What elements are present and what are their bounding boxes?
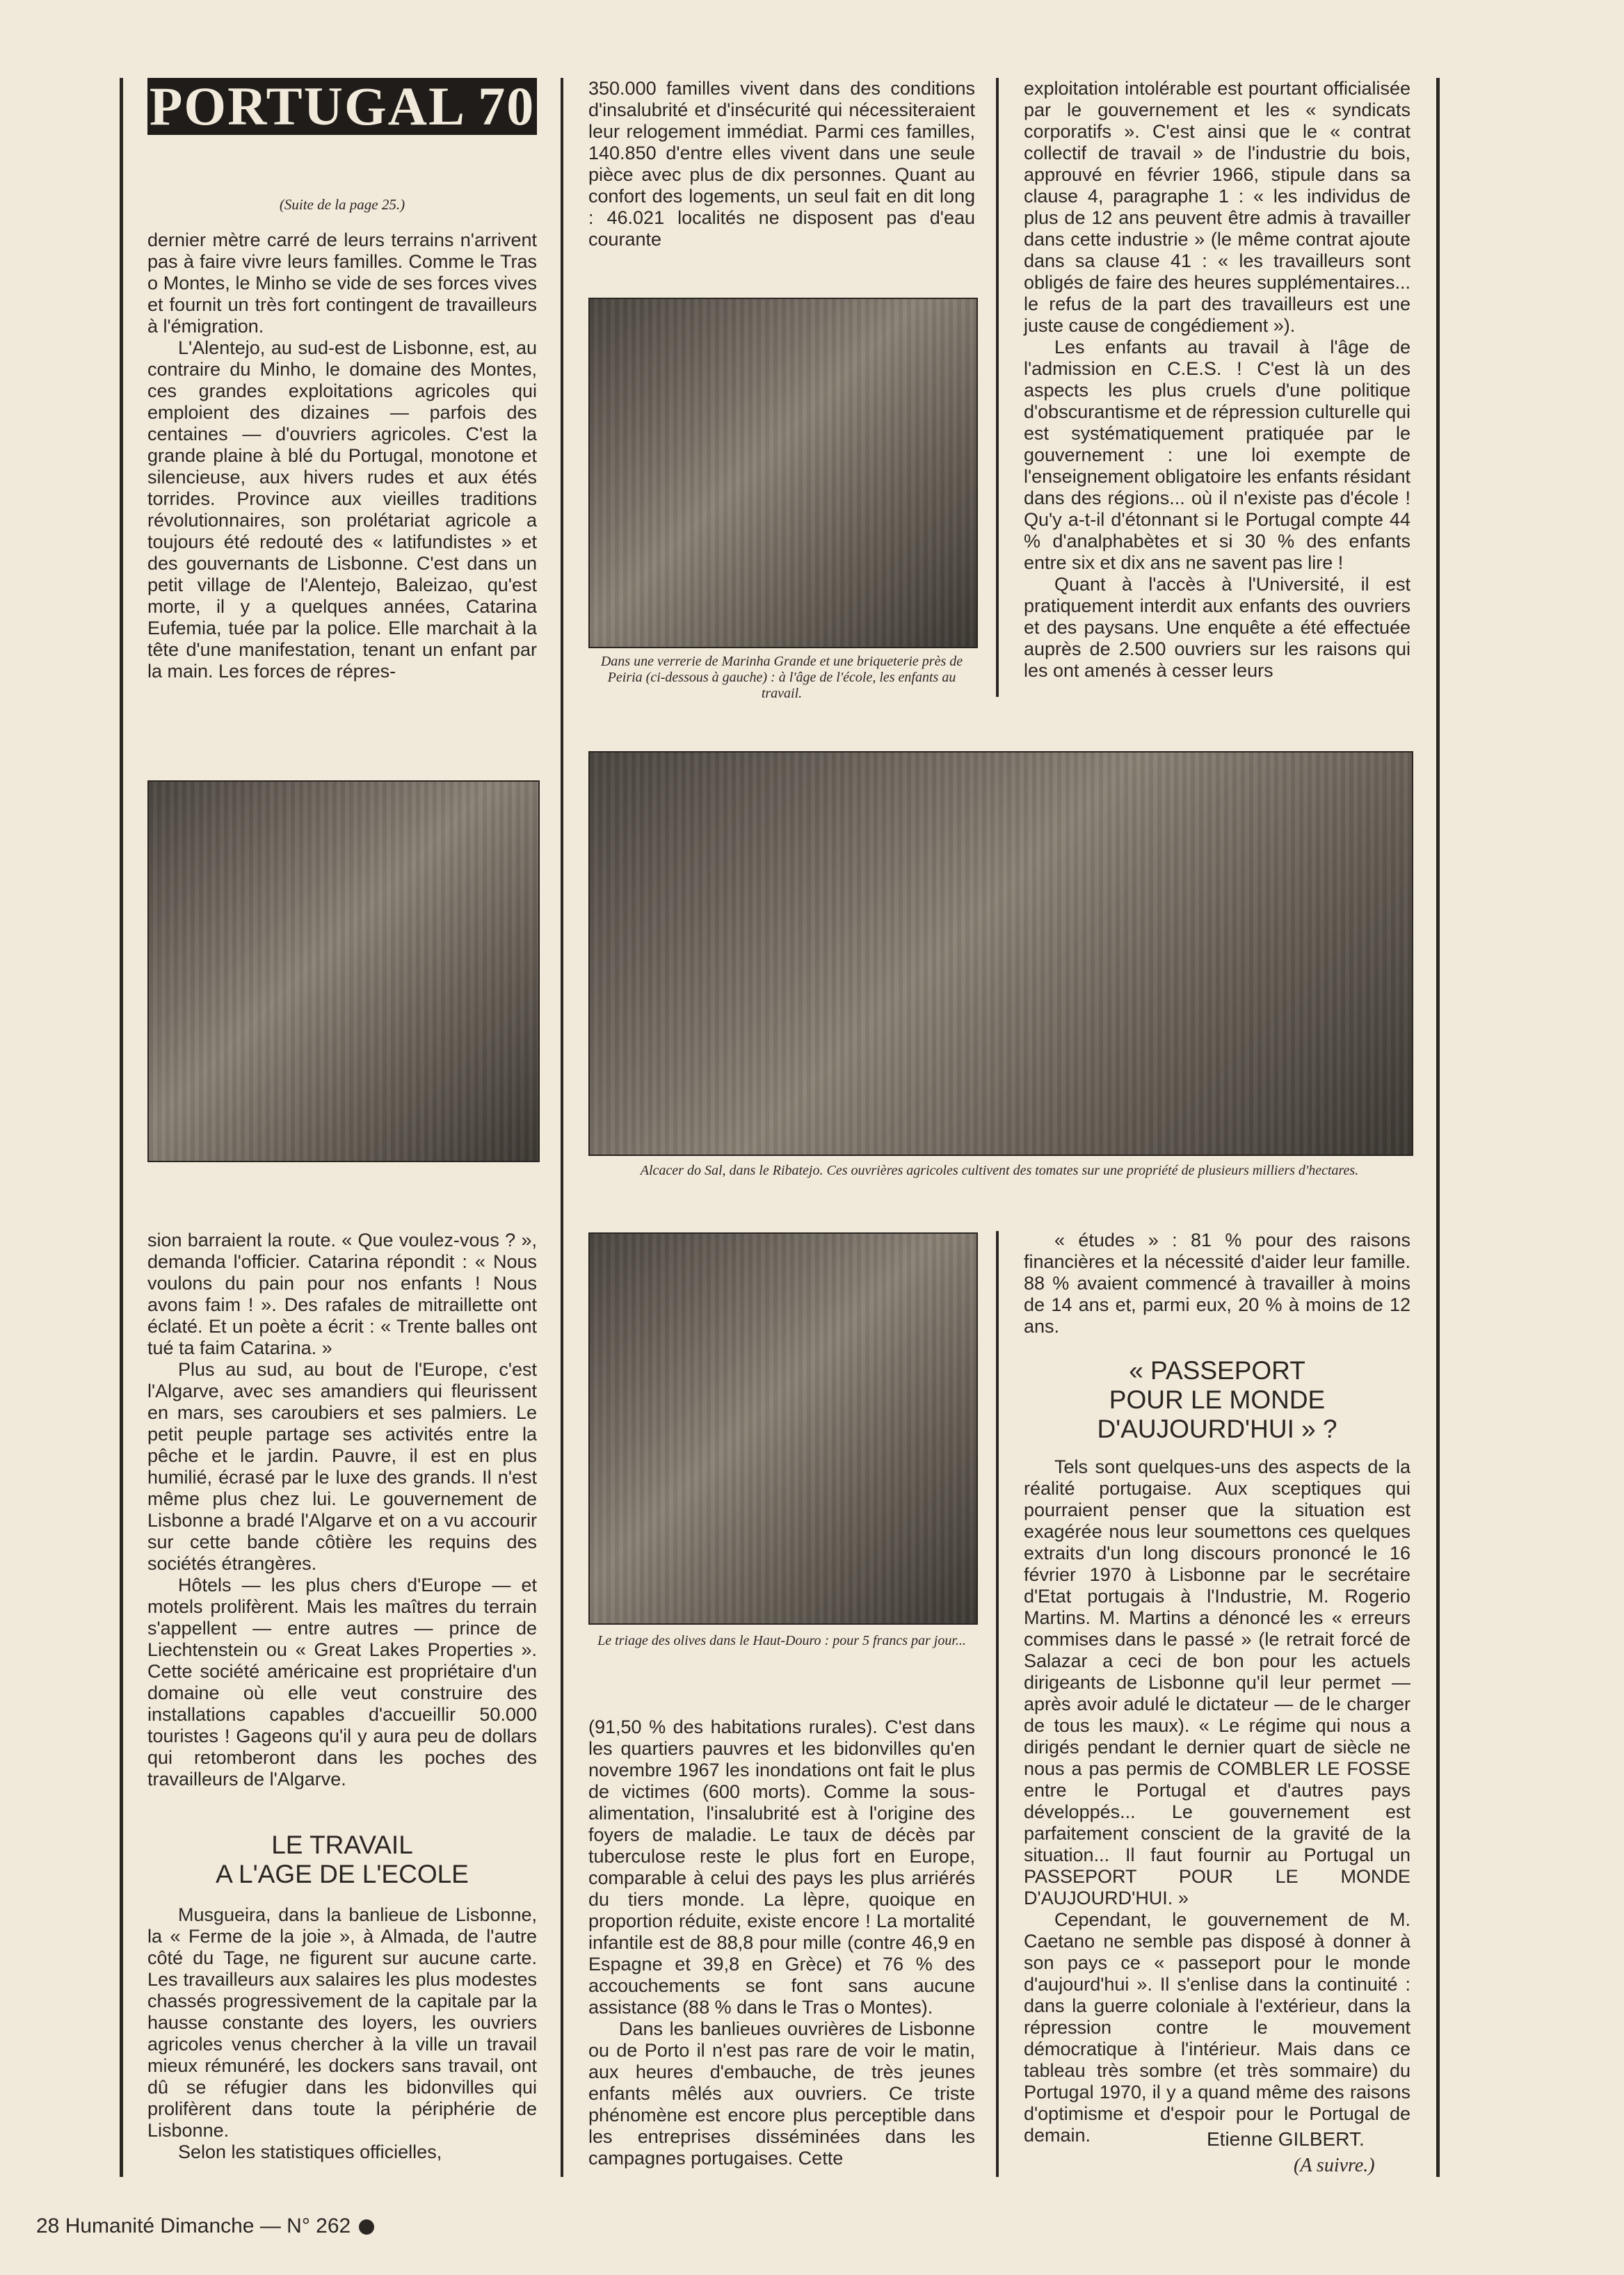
photo-olives — [588, 1232, 978, 1625]
subhead-line: « PASSEPORT — [1129, 1356, 1305, 1385]
article-col1-top — [147, 230, 537, 682]
left-border-rule — [120, 78, 123, 2177]
paragraph: Selon les statistiques officielles, — [178, 2141, 442, 2162]
column-rule-1 — [561, 78, 563, 2177]
paragraph: Quant à l'accès à l'Université, il est pratiquement interdit aux enfants des ouvriers et des paysans. Une enquête a été effectuée auprès de 2.500 ouvriers sur les raisons qui les ont amenés à cesser leurs — [1024, 574, 1410, 681]
article-col1-bottom — [147, 1230, 537, 1790]
article-col2-bottom — [588, 1717, 975, 2169]
photo-verrerie — [588, 298, 978, 648]
article-col3-bottom — [1024, 1230, 1410, 1337]
subhead-passeport — [1024, 1356, 1410, 1444]
page-footer — [36, 2214, 374, 2238]
column-rule-2 — [996, 78, 999, 697]
subhead-travail — [147, 1831, 537, 1889]
continuation-note: (Suite de la page 25.) — [279, 196, 405, 213]
article-col1-bottom2 — [147, 1904, 537, 2163]
paragraph: Hôtels — les plus chers d'Europe — et motels prolifèrent. Mais les maîtres du terrain s'appellent — entre autres — prince de Liechtenstein ou « Great Lakes Properties ». Cette société américaine est propriétaire d'un domaine où elle veut construire des installations capables d'accueillir 50.000 touristes ! Gageons qu'il y aura peu de dollars qui retomberont dans les poches des travailleurs de l'Algarve. — [147, 1575, 537, 1790]
masthead-title: PORTUGAL 70 — [147, 78, 537, 135]
paragraph: « études » : 81 % pour des raisons financières et la nécessité d'aider leur famille. 88 % avaient commencé à travailler à moins de 14 ans et, parmi eux, 20 % à moins de 12 ans. — [1024, 1230, 1410, 1337]
to-be-continued: (A suivre.) — [1294, 2155, 1375, 2176]
subhead-line: A L'AGE DE L'ECOLE — [216, 1860, 469, 1888]
paragraph: Dans les banlieues ouvrières de Lisbonne ou de Porto il n'est pas rare de voir le matin, aux heures d'embauche, de très jeunes enfants mêlés aux ouvriers. Ce triste phénomène est encore plus perceptible dans les entreprises disséminées dans les campagnes portugaises. Cette — [588, 2018, 975, 2169]
paragraph: Plus au sud, au bout de l'Europe, c'est l'Algarve, avec ses amandiers qui fleurissent en mars, ses caroubiers et ses palmiers. Le petit peuple partage ses activités entre la pêche et le jardin. Pauvre, il est en plus humilié, écrasé par le luxe des grands. Il n'est même plus chez lui. Le gouvernement de Lisbonne a bradé l'Algarve et on a vu accourir sur cette bande côtière les requins des sociétés étrangères. — [147, 1359, 537, 1574]
paragraph: Tels sont quelques-uns des aspects de la réalité portugaise. Aux sceptiques qui pourraient penser que la situation est exagérée nous leur soumettons ces quelques extraits d'un long discours prononcé le 16 février 1970 à Lisbonne par le secrétaire d'Etat portugais à l'Industrie, M. Rogerio Martins. M. Martins a dénoncé les « erreurs commises dans le passé » (le retrait forcé de Salazar a ceci de bon pour les actuels dirigeants de Lisbonne qu'il leur permet — après avoir adulé le dictateur — de le charger de tous les maux). « Le régime qui nous a dirigés pendant le dernier quart de siècle ne nous a pas permis de COMBLER LE FOSSE entre le Portugal et d'autres pays développés... Le gouvernement est parfaitement conscient de la gravité de la situation... Il faut fournir au Portugal un PASSEPORT POUR LE MONDE D'AUJOURD'HUI. » — [1024, 1456, 1410, 1908]
paragraph: 350.000 familles vivent dans des conditions d'insalubrité et d'insécurité qui nécessiteraient leur relogement immédiat. Parmi ces familles, 140.850 d'entre elles vivent dans une seule pièce avec plus de dix personnes. Quant au confort des logements, un seul fait en dit long : 46.021 localités ne disposent pas d'eau courante — [588, 78, 975, 250]
author-signature: Etienne GILBERT. — [1207, 2128, 1365, 2150]
right-border-rule — [1436, 78, 1440, 2177]
paragraph: sion barraient la route. « Que voulez-vous ? », demanda l'officier. Catarina répondit : « Nous voulons du pain pour nos enfants ! Nous avons faim ! ». Des rafales de mitraillette ont éclaté. Et un poète a écrit : « Trente balles ont tué ta faim Catarina. » — [147, 1230, 537, 1358]
article-col2-top — [588, 78, 975, 250]
paragraph: dernier mètre carré de leurs terrains n'arrivent pas à faire vivre leurs familles. Comme le Tras o Montes, le Minho se vide de ses forces vives et fournit un très fort contingent de travailleurs à l'émigration. — [147, 230, 537, 337]
article-col3-top — [1024, 78, 1410, 682]
subhead-line: POUR LE MONDE — [1109, 1385, 1326, 1414]
paragraph: Cependant, le gouvernement de M. Caetano ne semble pas disposé à donner à son pays ce « passeport pour le monde d'aujourd'hui ». Il s'enlise dans la continuité : dans la guerre coloniale à l'extérieur, dans la répression contre le mouvement démocratique à l'intérieur. Mais dans ce tableau très sombre (et très sommaire) du Portugal 1970, il y a quand même des raisons d'optimisme et d'espoir pour le Portugal de demain. — [1024, 1909, 1410, 2146]
caption-verrerie: Dans une verrerie de Marinha Grande et une briqueterie près de Peiria (ci-dessous à gauche) : à l'âge de l'école, les enfants au travail. — [600, 654, 963, 701]
footer-text: 28 Humanité Dimanche — N° 262 — [36, 2214, 351, 2237]
subhead-line: LE TRAVAIL — [271, 1831, 413, 1859]
article-col3-bottom2 — [1024, 1456, 1410, 2146]
caption-alcacer: Alcacer do Sal, dans le Ribatejo. Ces ouvrières agricoles cultivent des tomates sur une propriété de plusieurs milliers d'hectares. — [640, 1163, 1359, 1178]
caption-olives: Le triage des olives dans le Haut-Douro : pour 5 francs par jour... — [597, 1633, 966, 1648]
paragraph: exploitation intolérable est pourtant officialisée par le gouvernement et les « syndicats corporatifs ». C'est ainsi que le « contrat collectif de travail » de l'industrie du bois, approuvé en février 1966, stipule dans sa clause 4, paragraphe 1 : « les individus de plus de 12 ans peuvent être admis à travailler dans cette industrie » (le même contrat ajoute dans sa clause 41 : « les travailleurs sont obligés de faire des heures supplémentaires... le refus de la part des travailleurs est une juste cause de congédiement »). — [1024, 78, 1410, 336]
subhead-line: D'AUJOURD'HUI » ? — [1097, 1415, 1337, 1443]
photo-briqueterie — [147, 780, 540, 1162]
paragraph: Musgueira, dans la banlieue de Lisbonne, la « Ferme de la joie », à Almada, de l'autre côté du Tage, ne figurent sur aucune carte. Les travailleurs aux salaires les plus modestes chassés progressivement de la capitale par la hausse constante des loyers, les ouvriers agricoles venus chercher à la ville un travail mieux rémunéré, les dockers sans travail, ont dû se réfugier dans les bidonvilles qui prolifèrent dans toute la périphérie de Lisbonne. — [147, 1904, 537, 2141]
bullet-dot-icon — [359, 2219, 374, 2235]
paragraph: Les enfants au travail à l'âge de l'admission en C.E.S. ! C'est là un des aspects les plus cruels d'une politique d'obscurantisme et de répression culturelle qui est systématiquement pratiquée par le gouvernement : une loi exempte de l'enseignement obligatoire les enfants résidant dans des régions... où il n'existe pas d'école ! Qu'y a-t-il d'étonnant si le Portugal compte 44 % d'analphabètes et si 30 % des enfants entre six et dix ans ne savent pas lire ! — [1024, 337, 1410, 573]
photo-alcacer — [588, 751, 1413, 1156]
paragraph: (91,50 % des habitations rurales). C'est dans les quartiers pauvres et les bidonvilles qu'en novembre 1967 les inondations ont fait le plus de victimes (600 morts). Comme la sous-alimentation, l'insalubrité est à l'origine des foyers de maladie. Le taux de décès par tuberculose reste le plus fort en Europe, comparable à celui des pays les plus arriérés du tiers monde. La lèpre, quoique en proportion réduite, existe encore ! La mortalité infantile est de 88,8 pour mille (contre 46,9 en Espagne et 39,8 en Grèce) et 76 % des accouchements se font sans aucune assistance (88 % dans le Tras o Montes). — [588, 1717, 975, 2018]
paragraph: L'Alentejo, au sud-est de Lisbonne, est, au contraire du Minho, le domaine des Montes, ces grandes exploitations agricoles qui emploient des dizaines — parfois des centaines — d'ouvriers agricoles. C'est la grande plaine à blé du Portugal, monotone et silencieuse, aux hivers rudes et aux étés torrides. Province aux vieilles traditions révolutionnaires, son prolétariat agricole a toujours été redouté des « latifundistes » et des gouvernants de Lisbonne. C'est dans un petit village de l'Alentejo, Baleizao, qu'est morte, il y a quelques années, Catarina Eufemia, tuée par la police. Elle marchait à la tête d'une manifestation, tenant un enfant par la main. Les forces de répres- — [147, 337, 537, 682]
column-rule-2b — [996, 1231, 999, 2177]
